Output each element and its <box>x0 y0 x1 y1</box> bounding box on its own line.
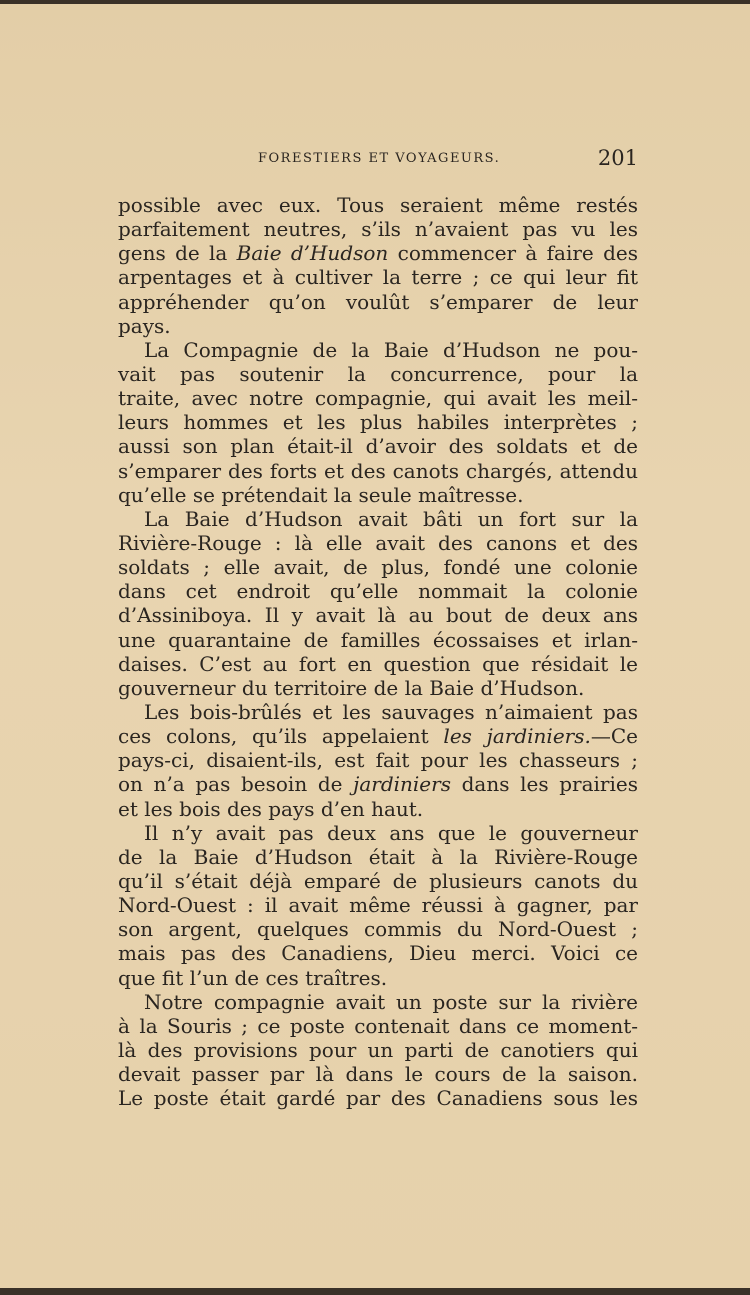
text-line: là des provisions pour un parti de canotiers qui <box>118 1037 638 1062</box>
paragraph-start: Les bois-brûlés et les sauvages n’aimaient pas <box>144 699 638 724</box>
body-text <box>118 193 638 1110</box>
text-line: Nord-Ouest : il avait même réussi à gagner, par <box>118 893 638 918</box>
text-line: aussi son plan était-il d’avoir des soldats et de <box>118 434 638 459</box>
text-line: traite, avec notre compagnie, qui avait les meil- <box>118 386 638 411</box>
text-line: devait passer par là dans le cours de la saison. <box>118 1062 638 1087</box>
page-number: 201 <box>597 146 638 170</box>
running-head: FORESTIERS ET VOYAGEURS. <box>258 151 501 166</box>
text-line: son argent, quelques commis du Nord-Ouest ; <box>118 917 638 942</box>
paragraph-start: Notre compagnie avait un poste sur la rivière <box>144 989 638 1014</box>
bottom-border <box>0 1288 750 1295</box>
text-line: une quarantaine de familles écossaises et irlan- <box>118 627 638 652</box>
text-line: à la Souris ; ce poste contenait dans ce moment- <box>118 1013 638 1038</box>
text-line: s’emparer des forts et des canots chargés, attendu <box>118 458 638 483</box>
text-line: Le poste était gardé par des Canadiens sous les <box>118 1086 638 1111</box>
paragraph-start: La Compagnie de la Baie d’Hudson ne pou- <box>144 337 638 362</box>
text-line: d’Assiniboya. Il y avait là au bout de deux ans <box>118 603 638 628</box>
text-line: pays-ci, disaient-ils, est fait pour les chasseurs ; <box>118 748 638 773</box>
text-line: ces colons, qu’ils appelaient les jardiniers.—Ce <box>118 724 638 749</box>
text-line: Rivière-Rouge : là elle avait des canons et des <box>118 530 638 555</box>
text-line: et les bois des pays d’en haut. <box>118 796 424 821</box>
paragraph-start: Il n’y avait pas deux ans que le gouverneur <box>144 820 638 845</box>
text-line: soldats ; elle avait, de plus, fondé une colonie <box>118 555 638 580</box>
text-line: que fit l’un de ces traîtres. <box>118 965 388 990</box>
paragraph-start: La Baie d’Hudson avait bâti un fort sur la <box>144 506 638 531</box>
text-line: parfaitement neutres, s’ils n’avaient pas vu les <box>118 217 638 242</box>
text-line: dans cet endroit qu’elle nommait la colonie <box>118 579 638 604</box>
text-line: appréhender qu’on voulût s’emparer de leur <box>118 289 638 314</box>
text-line: qu’elle se prétendait la seule maîtresse. <box>118 482 524 507</box>
text-line: leurs hommes et les plus habiles interprètes ; <box>118 410 638 435</box>
top-border <box>0 0 750 4</box>
text-line: daises. C’est au fort en question que résidait le <box>118 651 638 676</box>
text-line: vait pas soutenir la concurrence, pour la <box>118 361 638 386</box>
text-line: possible avec eux. Tous seraient même restés <box>118 193 638 217</box>
text-line: pays. <box>118 313 171 338</box>
text-line: gouverneur du territoire de la Baie d’Hudson. <box>118 675 585 700</box>
text-line: gens de la Baie d’Hudson commencer à faire des <box>118 241 638 266</box>
page-header <box>118 146 638 172</box>
text-line: de la Baie d’Hudson était à la Rivière-Rouge <box>118 844 638 869</box>
text-line: on n’a pas besoin de jardiniers dans les prairies <box>118 772 638 797</box>
text-line: qu’il s’était déjà emparé de plusieurs canots du <box>118 868 638 893</box>
text-line: arpentages et à cultiver la terre ; ce qui leur fit <box>118 265 638 290</box>
text-line: mais pas des Canadiens, Dieu merci. Voici ce <box>118 941 638 966</box>
